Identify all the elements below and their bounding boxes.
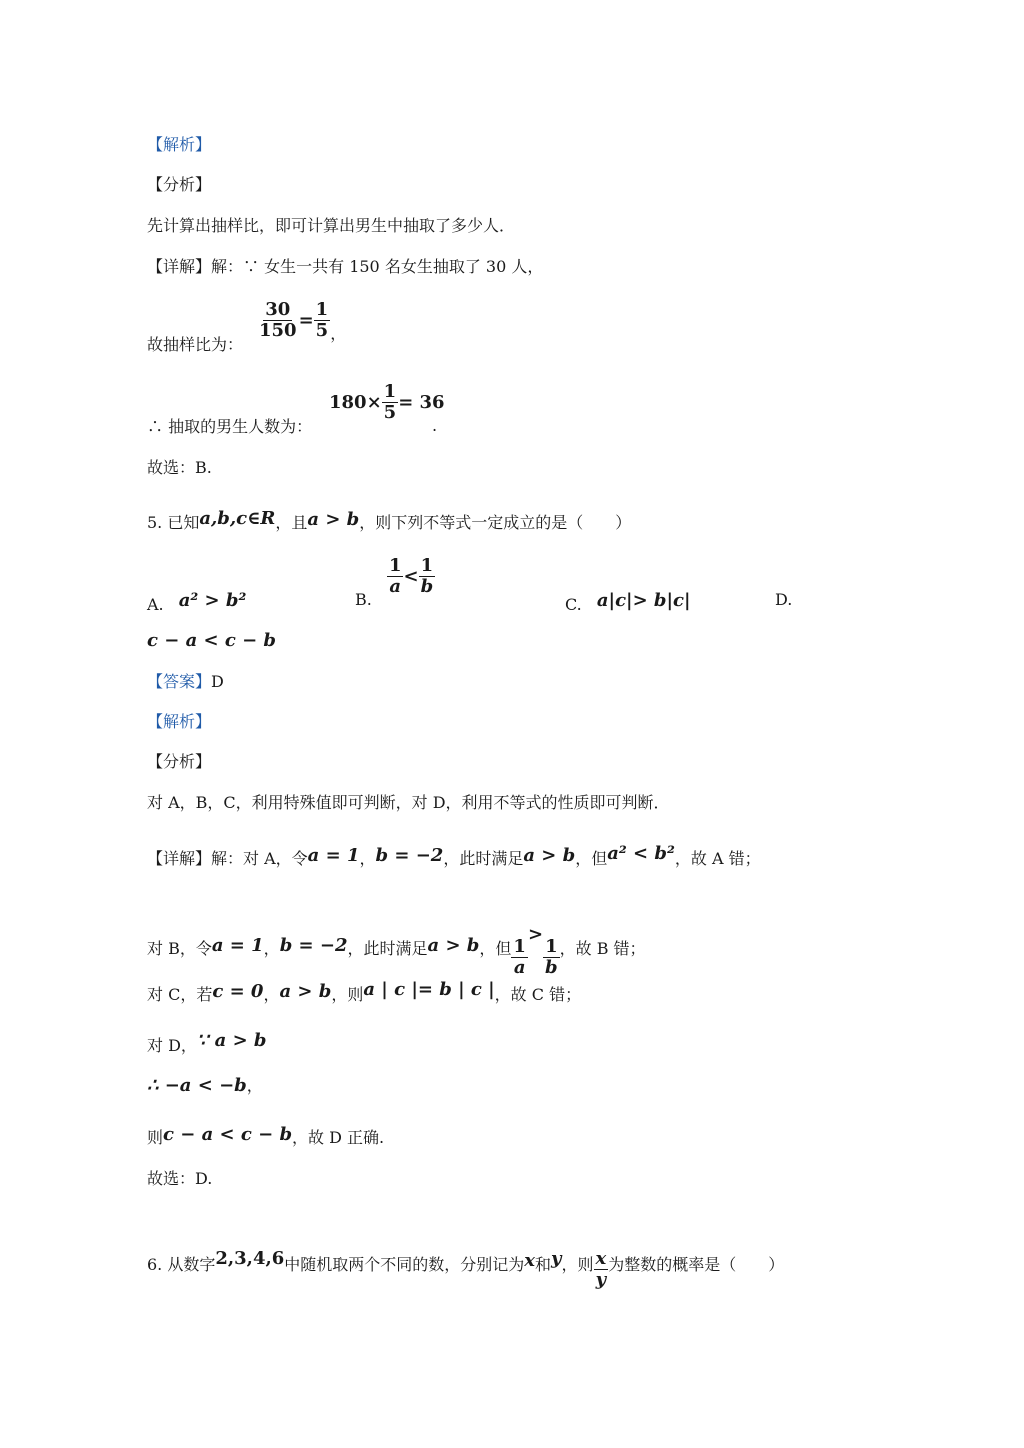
jiexi-heading: 【解析】 [147, 712, 212, 731]
answer-heading: 【答案】 [147, 672, 212, 691]
q5-choice: 故选：D. [147, 1169, 213, 1188]
count-period: . [432, 416, 438, 435]
option-d[interactable]: D. [775, 590, 793, 609]
fraction-1-5: $\frac{1}{5}$ [315, 299, 329, 341]
ratio-formula: $\frac{30}{150}$ = $\frac{1}{5}$ ， [259, 299, 347, 343]
fraction-1-a: $\frac{1}{a}$ [388, 555, 402, 597]
jiexi-heading: 【解析】 [147, 135, 212, 154]
ratio-line-label: 故抽样比为： [147, 335, 244, 354]
q6-stem: 6. 从数字2,3,4,6中随机取两个不同的数，分别记为x和y，则 $\frac{x}{y}$ 为整数的概率是（ ） [147, 1248, 785, 1290]
fenxi-heading: 【分析】 [147, 175, 212, 194]
detail-line-f: 则c − a < c − b，故 D 正确. [147, 1124, 385, 1147]
fraction-x-y: $\frac{x}{y}$ [595, 1248, 607, 1290]
fraction-1-b: $\frac{1}{b}$ [420, 555, 434, 597]
detail-line-e: ∴ −a < −b， [147, 1075, 263, 1096]
fraction-30-150: $\frac{30}{150}$ [259, 299, 297, 341]
analysis-text: 对 A，B，C，利用特殊值即可判断，对 D，利用不等式的性质即可判断． [147, 793, 670, 812]
detail-heading: 【详解】 [147, 257, 212, 276]
answer-value: D [211, 672, 224, 691]
option-c[interactable]: C. a|c|> b|c| [565, 590, 691, 614]
count-line-label: ∴ 抽取的男生人数为： [147, 417, 313, 436]
count-formula: 180× $\frac{1}{5}$ = 36 [329, 381, 445, 423]
answer-line [147, 671, 224, 693]
option-a[interactable]: A. a² > b² [147, 590, 247, 614]
detail-text: 解：∵ 女生一共有 150 名女生抽取了 30 人， [211, 257, 544, 276]
option-d-expression: c − a < c − b [147, 630, 277, 651]
detail-line-d: 对 D，∵ a > b [147, 1030, 267, 1055]
detail-line [147, 256, 543, 278]
option-b[interactable]: B. $\frac{1}{a}$ < $\frac{1}{b}$ [355, 555, 434, 609]
q5-stem: 5. 已知a,b,c∈R，且a > b，则下列不等式一定成立的是（ ） [147, 508, 632, 532]
q4-choice: 故选：B. [147, 458, 212, 477]
fenxi-heading: 【分析】 [147, 752, 212, 771]
detail-line-a: 【详解】解：对 A，令a = 1，b = −2，此时满足a > b，但a² < b²，故 A 错； [147, 843, 761, 868]
detail-line-c: 对 C，若c = 0，a > b，则a | c |= b | c |，故 C 错； [147, 979, 582, 1004]
detail-line-b: 对 B，令a = 1，b = −2，此时满足a > b，但 $\frac{1}{a}$ > $\frac{1}{b}$ ，故 B 错； [147, 924, 646, 978]
fraction-1-a: $\frac{1}{a}$ [513, 936, 526, 978]
analysis-text: 先计算出抽样比，即可计算出男生中抽取了多少人． [147, 216, 516, 235]
fraction-1-b: $\frac{1}{b}$ [545, 936, 558, 978]
fraction-1-5: $\frac{1}{5}$ [383, 381, 397, 423]
